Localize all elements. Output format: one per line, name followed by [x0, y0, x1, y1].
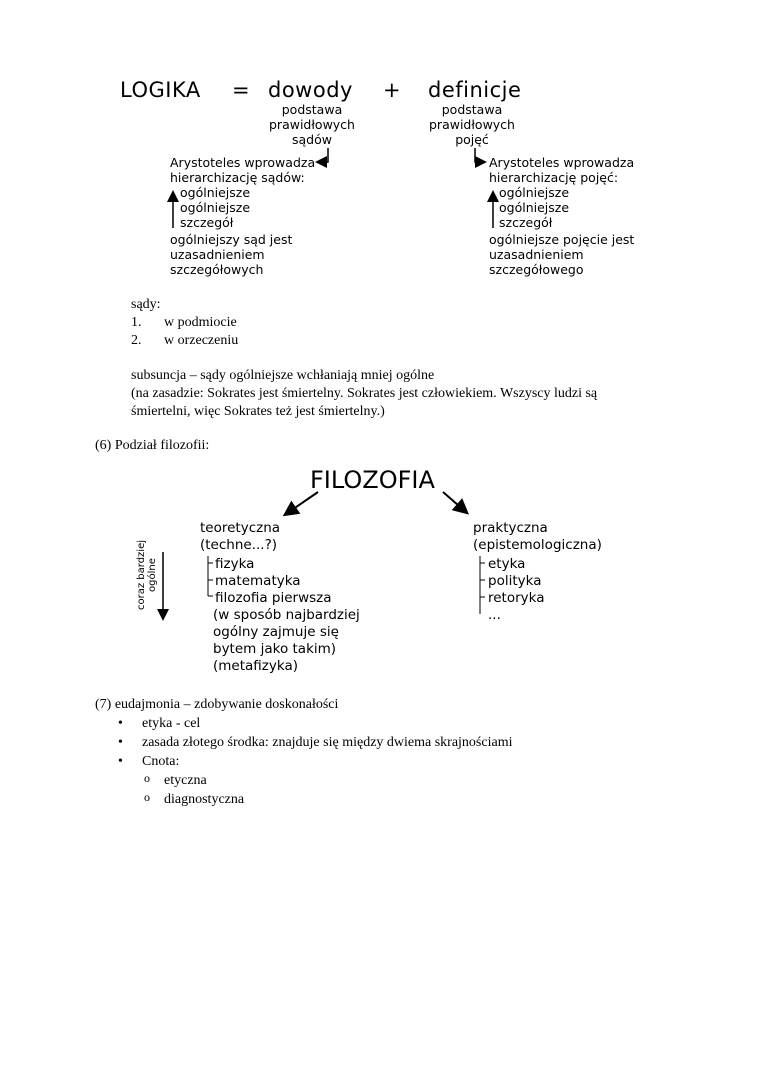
section-7-heading: (7) eudajmonia – zdobywanie doskonałości	[95, 697, 339, 712]
bullet-icon: •	[118, 716, 123, 731]
subsumption-example-2: śmiertelni, więc Sokrates też jest śmiertelny.)	[131, 404, 385, 419]
definitions-note: podstawa prawidłowych pojęć	[429, 102, 515, 147]
left-hierarchy-levels: ogólniejsze ogólniejsze szczegół	[180, 185, 251, 230]
theoretical-items: fizyka matematyka filozofia pierwsza	[215, 556, 332, 606]
sub-bullet-icon: o	[144, 790, 150, 804]
philosophy-title: FILOZOFIA	[310, 466, 435, 494]
bullet-icon: •	[118, 754, 123, 769]
philosophy-right-arrow	[443, 492, 466, 512]
bullet-item: Cnota:	[142, 754, 180, 769]
judgment-item-num: 2.	[131, 333, 142, 348]
left-items-bracket	[208, 556, 213, 596]
logic-equals: =	[232, 78, 251, 102]
theoretical-subtitle: (techne...?)	[200, 537, 278, 553]
bullet-icon: •	[118, 735, 123, 750]
bullet-item: zasada złotego środka: znajduje się między dwiema skrajnościami	[142, 735, 513, 750]
practical-subtitle: (epistemologiczna)	[473, 537, 602, 553]
generality-label: coraz bardziej ogólne	[136, 540, 158, 610]
right-hierarchy-intro: Arystoteles wprowadza hierarchizację pojęć:	[489, 155, 635, 185]
judgments-heading: sądy:	[131, 297, 161, 312]
bullet-item: etyka - cel	[142, 716, 201, 731]
right-elbow-arrow	[475, 148, 484, 162]
left-hierarchy-conclusion: ogólniejszy sąd jest uzasadnieniem szczegółowych	[170, 232, 293, 277]
subsumption-definition: subsuncja – sądy ogólniejsze wchłaniają mniej ogólne	[131, 368, 435, 383]
subsumption-example-1: (na zasadzie: Sokrates jest śmiertelny. Sokrates jest człowiekiem. Wszyscy ludzi są	[131, 386, 598, 401]
metaphysics-note: (w sposób najbardziej ogólny zajmuje się bytem jako takim) (metafizyka)	[213, 607, 360, 674]
proofs-note: podstawa prawidłowych sądów	[269, 102, 355, 147]
logic-term-proofs: dowody	[268, 78, 353, 102]
theoretical-branch	[200, 520, 280, 554]
logic-term-definitions: definicje	[428, 78, 522, 102]
judgment-item-text: w orzeczeniu	[164, 333, 239, 348]
section-6-heading: (6) Podział filozofii:	[95, 438, 210, 453]
logic-title: LOGIKA	[120, 78, 201, 102]
left-elbow-arrow	[318, 148, 328, 162]
judgment-item-text: w podmiocie	[164, 315, 237, 330]
sub-bullet-icon: o	[144, 771, 150, 785]
right-hierarchy-conclusion: ogólniejsze pojęcie jest uzasadnieniem szczegółowego	[489, 232, 635, 277]
practical-branch	[473, 520, 602, 554]
sub-bullet-item: diagnostyczna	[164, 792, 245, 807]
left-hierarchy-intro: Arystoteles wprowadza hierarchizację sądów:	[170, 155, 316, 185]
judgment-item-num: 1.	[131, 315, 142, 330]
theoretical-title: teoretyczna	[200, 520, 281, 536]
philosophy-left-arrow	[286, 492, 318, 514]
right-items-bracket	[480, 556, 485, 614]
logic-plus: +	[383, 78, 402, 102]
sub-bullet-item: etyczna	[164, 773, 207, 788]
practical-items: etyka polityka retoryka ...	[488, 556, 545, 623]
right-hierarchy-levels: ogólniejsze ogólniejsze szczegół	[499, 185, 570, 230]
practical-title: praktyczna	[473, 520, 548, 536]
